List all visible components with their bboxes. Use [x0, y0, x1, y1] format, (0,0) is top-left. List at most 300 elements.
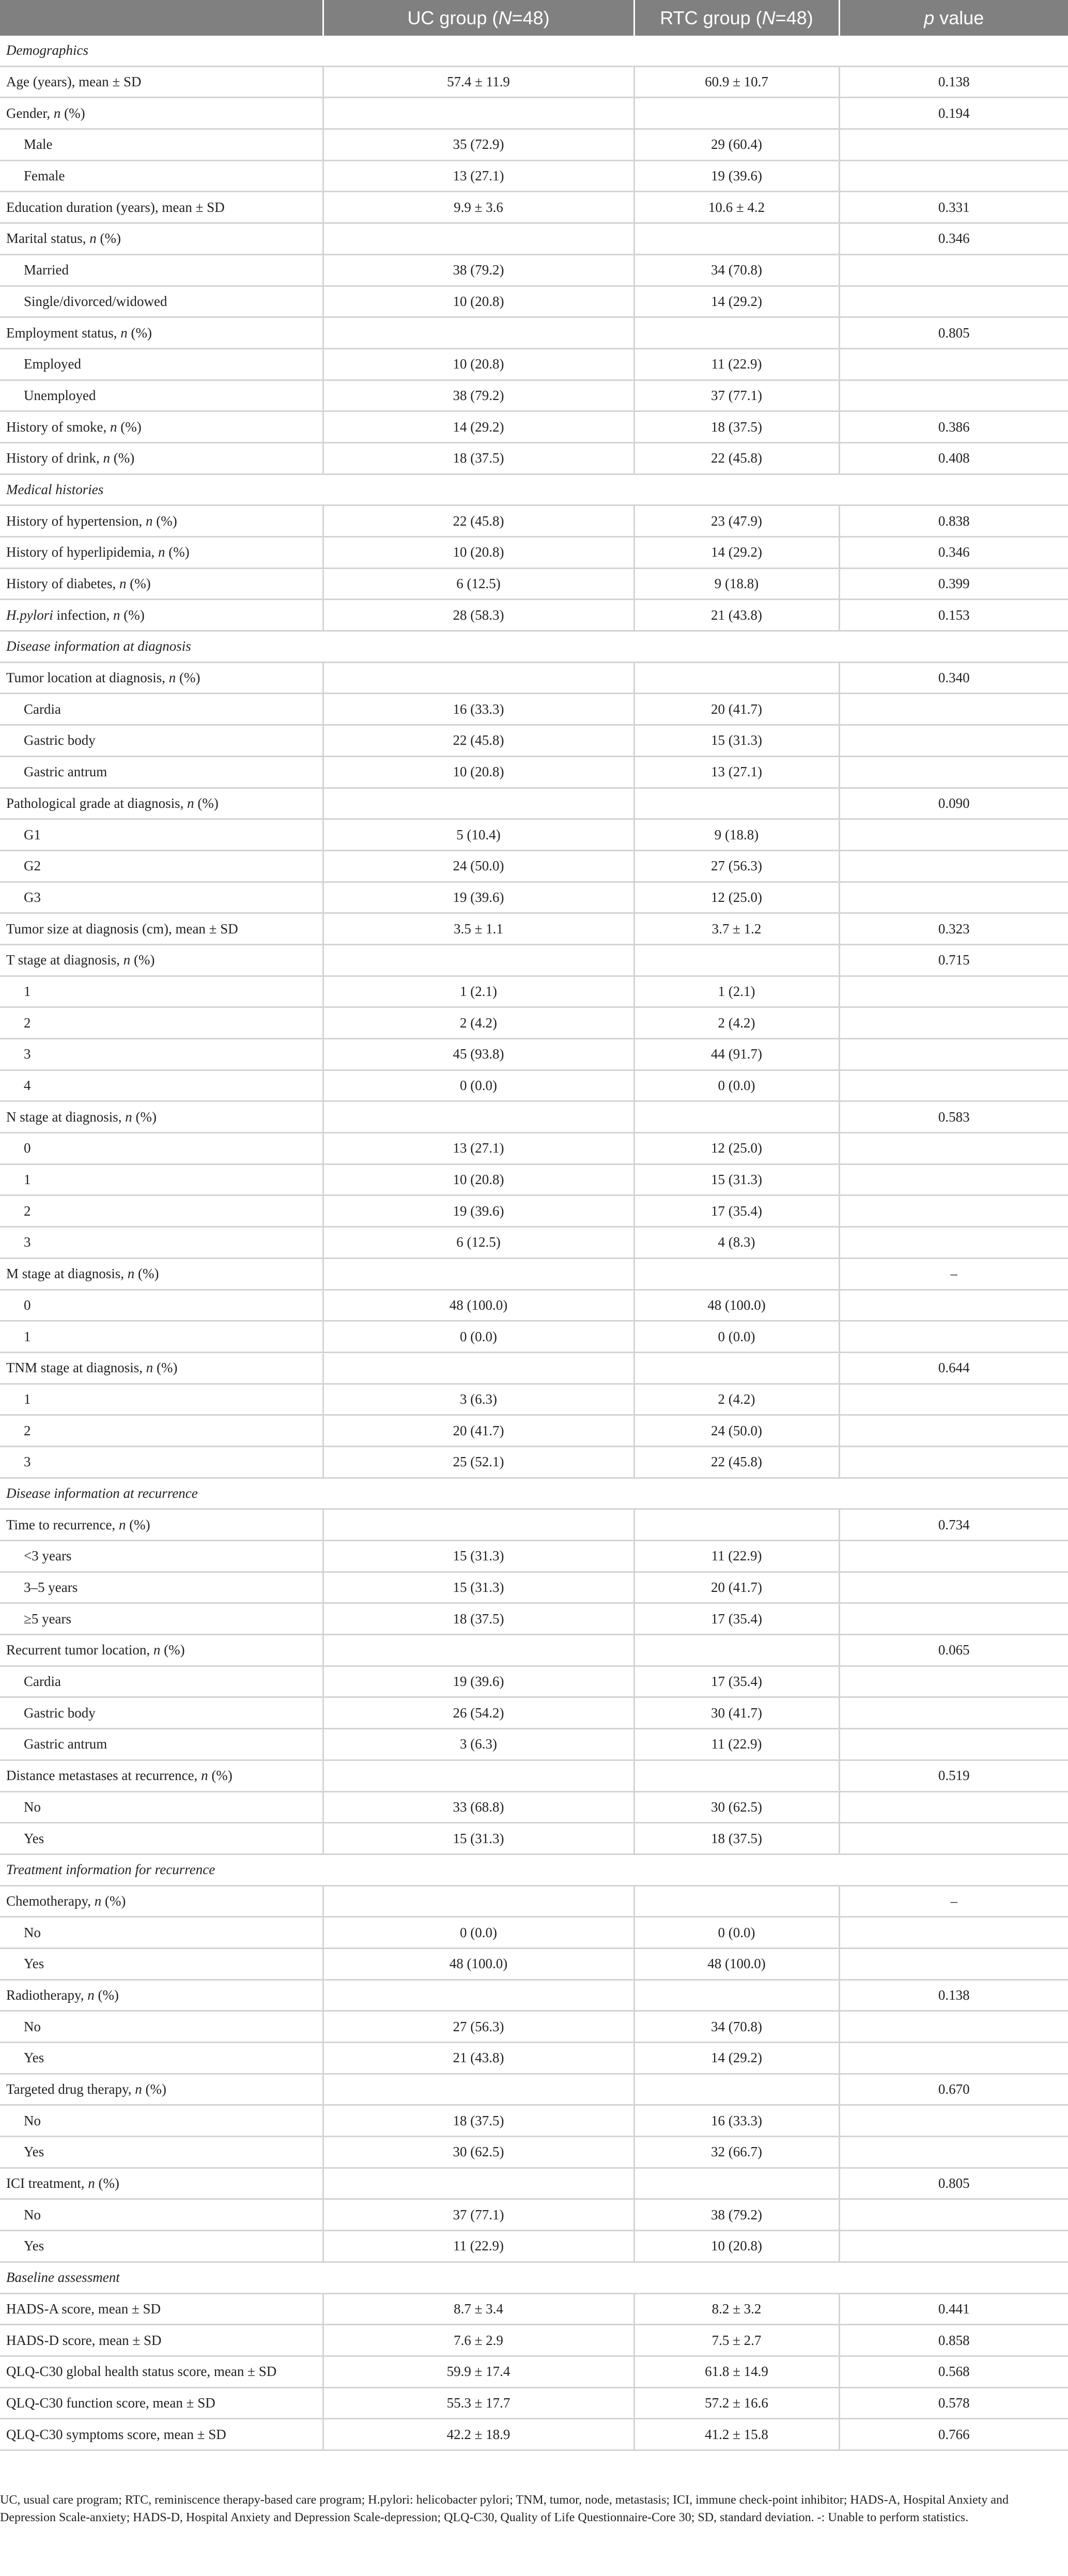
row-label: H.pylori infection, n (%)	[0, 600, 323, 631]
table-subrow	[0, 1791, 1068, 1823]
p-value	[839, 1227, 1068, 1259]
row-label: Gastric antrum	[0, 756, 323, 788]
rtc-value	[634, 1760, 839, 1791]
rtc-value	[634, 1258, 839, 1290]
table-row	[0, 944, 1068, 976]
rtc-value: 2 (4.2)	[634, 1384, 839, 1415]
p-value	[839, 725, 1068, 757]
table-row	[0, 1635, 1068, 1666]
p-value	[839, 2011, 1068, 2043]
rtc-value: 0 (0.0)	[634, 1321, 839, 1353]
rtc-value: 9 (18.8)	[634, 568, 839, 600]
rtc-value: 16 (33.3)	[634, 2105, 839, 2137]
row-label: 2	[0, 1195, 323, 1227]
header-row	[0, 0, 1068, 36]
table-subrow	[0, 1227, 1068, 1259]
p-value	[839, 1603, 1068, 1635]
rtc-value: 15 (31.3)	[634, 1164, 839, 1195]
row-label: Radiotherapy, n (%)	[0, 1980, 323, 2011]
p-value: 0.331	[839, 192, 1068, 223]
row-label: Tumor size at diagnosis (cm), mean ± SD	[0, 913, 323, 945]
p-value	[839, 2043, 1068, 2074]
rtc-value: 9 (18.8)	[634, 819, 839, 851]
section-row	[0, 2262, 1068, 2293]
rtc-value	[634, 788, 839, 819]
p-value: 0.715	[839, 944, 1068, 976]
row-label: 2	[0, 1007, 323, 1039]
row-label: Pathological grade at diagnosis, n (%)	[0, 788, 323, 819]
rtc-value	[634, 2168, 839, 2199]
uc-value: 21 (43.8)	[323, 2043, 634, 2074]
header-uc-n: N	[498, 7, 512, 28]
table-subrow	[0, 725, 1068, 757]
rtc-value: 12 (25.0)	[634, 882, 839, 913]
table-subrow	[0, 1541, 1068, 1572]
p-value	[839, 1823, 1068, 1854]
row-label: 1	[0, 1321, 323, 1353]
rtc-value: 22 (45.8)	[634, 1446, 839, 1478]
rtc-value: 44 (91.7)	[634, 1039, 839, 1070]
p-value	[839, 1541, 1068, 1572]
p-value: 0.065	[839, 1635, 1068, 1666]
p-value: 0.519	[839, 1760, 1068, 1791]
table-row	[0, 317, 1068, 349]
p-value	[839, 1290, 1068, 1321]
p-value	[839, 160, 1068, 192]
row-label: No	[0, 2011, 323, 2043]
rtc-value	[634, 1635, 839, 1666]
table-subrow	[0, 1007, 1068, 1039]
p-value: 0.766	[839, 2419, 1068, 2450]
rtc-value: 14 (29.2)	[634, 2043, 839, 2074]
row-label: 0	[0, 1133, 323, 1164]
p-value	[839, 1384, 1068, 1415]
row-label: Gastric body	[0, 1697, 323, 1729]
uc-value: 15 (31.3)	[323, 1572, 634, 1603]
row-label: N stage at diagnosis, n (%)	[0, 1101, 323, 1133]
table-subrow	[0, 2137, 1068, 2168]
row-label: Distance metastases at recurrence, n (%)	[0, 1760, 323, 1791]
table-row	[0, 1101, 1068, 1133]
section-heading: Medical histories	[0, 474, 1068, 505]
rtc-value	[634, 317, 839, 349]
rtc-value: 18 (37.5)	[634, 411, 839, 443]
row-label: Gender, n (%)	[0, 98, 323, 129]
uc-value: 59.9 ± 17.4	[323, 2356, 634, 2387]
table-subrow	[0, 1195, 1068, 1227]
uc-value: 35 (72.9)	[323, 129, 634, 161]
table-row	[0, 662, 1068, 694]
uc-value	[323, 1101, 634, 1133]
uc-value: 1 (2.1)	[323, 976, 634, 1007]
row-label: ICI treatment, n (%)	[0, 2168, 323, 2199]
row-label: Gastric body	[0, 725, 323, 757]
table-subrow	[0, 2011, 1068, 2043]
uc-value	[323, 1635, 634, 1666]
uc-value: 6 (12.5)	[323, 568, 634, 600]
uc-value	[323, 317, 634, 349]
row-label: M stage at diagnosis, n (%)	[0, 1258, 323, 1290]
header-rtc-n: N	[762, 7, 776, 28]
uc-value: 18 (37.5)	[323, 1603, 634, 1635]
p-value: 0.568	[839, 2356, 1068, 2387]
rtc-value: 37 (77.1)	[634, 380, 839, 411]
table-subrow	[0, 2231, 1068, 2262]
uc-value: 8.7 ± 3.4	[323, 2293, 634, 2325]
row-label: Male	[0, 129, 323, 161]
table-row	[0, 2168, 1068, 2199]
p-value	[839, 2137, 1068, 2168]
p-value	[839, 1070, 1068, 1101]
table-row	[0, 537, 1068, 569]
p-value	[839, 1791, 1068, 1823]
table-subrow	[0, 882, 1068, 913]
rtc-value	[634, 223, 839, 255]
row-label: Married	[0, 254, 323, 286]
uc-value: 3.5 ± 1.1	[323, 913, 634, 945]
rtc-value: 11 (22.9)	[634, 348, 839, 380]
table-subrow	[0, 1321, 1068, 1353]
row-label: QLQ-C30 global health status score, mean ± SD	[0, 2356, 323, 2387]
uc-value	[323, 98, 634, 129]
p-value: 0.386	[839, 411, 1068, 443]
row-label: QLQ-C30 symptoms score, mean ± SD	[0, 2419, 323, 2450]
rtc-value	[634, 944, 839, 976]
rtc-value: 15 (31.3)	[634, 725, 839, 757]
table-subrow	[0, 286, 1068, 317]
uc-value: 18 (37.5)	[323, 442, 634, 474]
p-value: 0.346	[839, 223, 1068, 255]
uc-value: 55.3 ± 17.7	[323, 2387, 634, 2419]
rtc-value: 20 (41.7)	[634, 1572, 839, 1603]
rtc-value: 23 (47.9)	[634, 505, 839, 537]
row-label: QLQ-C30 function score, mean ± SD	[0, 2387, 323, 2419]
p-value	[839, 129, 1068, 161]
uc-value	[323, 1885, 634, 1917]
table-row	[0, 1509, 1068, 1541]
uc-value	[323, 788, 634, 819]
header-p-suffix: value	[934, 7, 984, 28]
p-value: 0.441	[839, 2293, 1068, 2325]
uc-value: 48 (100.0)	[323, 1948, 634, 1980]
table-subrow	[0, 1290, 1068, 1321]
rtc-value: 20 (41.7)	[634, 694, 839, 725]
row-label: Targeted drug therapy, n (%)	[0, 2074, 323, 2105]
uc-value: 25 (52.1)	[323, 1446, 634, 1478]
uc-value	[323, 944, 634, 976]
row-label: Chemotherapy, n (%)	[0, 1885, 323, 1917]
table-row	[0, 600, 1068, 631]
uc-value	[323, 2168, 634, 2199]
row-label: Yes	[0, 1948, 323, 1980]
p-value: 0.805	[839, 2168, 1068, 2199]
uc-value: 10 (20.8)	[323, 1164, 634, 1195]
p-value	[839, 882, 1068, 913]
rtc-value: 2 (4.2)	[634, 1007, 839, 1039]
rtc-value	[634, 1352, 839, 1384]
table-subrow	[0, 1948, 1068, 1980]
uc-value	[323, 662, 634, 694]
table-header	[0, 0, 1068, 36]
rtc-value	[634, 1885, 839, 1917]
p-value: 0.346	[839, 537, 1068, 569]
p-value	[839, 1729, 1068, 1760]
rtc-value: 10.6 ± 4.2	[634, 192, 839, 223]
rtc-value: 30 (41.7)	[634, 1697, 839, 1729]
p-value	[839, 1917, 1068, 1949]
section-heading: Disease information at diagnosis	[0, 631, 1068, 663]
table-subrow	[0, 1039, 1068, 1070]
rtc-value: 30 (62.5)	[634, 1791, 839, 1823]
table-subrow	[0, 1384, 1068, 1415]
table-row	[0, 66, 1068, 98]
table-row	[0, 1258, 1068, 1290]
table-subrow	[0, 1415, 1068, 1447]
row-label: Employed	[0, 348, 323, 380]
uc-value: 19 (39.6)	[323, 1195, 634, 1227]
p-value: 0.838	[839, 505, 1068, 537]
row-label: Employment status, n (%)	[0, 317, 323, 349]
rtc-value: 48 (100.0)	[634, 1290, 839, 1321]
table-subrow	[0, 1572, 1068, 1603]
uc-value: 10 (20.8)	[323, 537, 634, 569]
row-label: 1	[0, 1164, 323, 1195]
header-uc-group	[323, 0, 634, 36]
p-value	[839, 694, 1068, 725]
p-value	[839, 756, 1068, 788]
row-label: Age (years), mean ± SD	[0, 66, 323, 98]
row-label: History of hyperlipidemia, n (%)	[0, 537, 323, 569]
uc-value	[323, 1352, 634, 1384]
rtc-value: 61.8 ± 14.9	[634, 2356, 839, 2387]
row-label: 1	[0, 1384, 323, 1415]
p-value: 0.644	[839, 1352, 1068, 1384]
rtc-value: 38 (79.2)	[634, 2199, 839, 2231]
row-label: 1	[0, 976, 323, 1007]
rtc-value: 14 (29.2)	[634, 286, 839, 317]
p-value: –	[839, 1885, 1068, 1917]
table-row	[0, 411, 1068, 443]
table-row	[0, 505, 1068, 537]
p-value: 0.399	[839, 568, 1068, 600]
row-label: G3	[0, 882, 323, 913]
uc-value: 18 (37.5)	[323, 2105, 634, 2137]
row-label: 3–5 years	[0, 1572, 323, 1603]
table-row	[0, 788, 1068, 819]
rtc-value: 0 (0.0)	[634, 1070, 839, 1101]
row-label: Unemployed	[0, 380, 323, 411]
header-p-letter: p	[924, 7, 935, 28]
p-value	[839, 819, 1068, 851]
table-subrow	[0, 2043, 1068, 2074]
rtc-value: 1 (2.1)	[634, 976, 839, 1007]
p-value	[839, 380, 1068, 411]
table-row	[0, 1885, 1068, 1917]
table-subrow	[0, 1603, 1068, 1635]
uc-value: 5 (10.4)	[323, 819, 634, 851]
p-value: 0.670	[839, 2074, 1068, 2105]
p-value	[839, 286, 1068, 317]
uc-value: 33 (68.8)	[323, 1791, 634, 1823]
uc-value: 45 (93.8)	[323, 1039, 634, 1070]
rtc-value: 0 (0.0)	[634, 1917, 839, 1949]
row-label: No	[0, 2105, 323, 2137]
p-value	[839, 348, 1068, 380]
uc-value: 11 (22.9)	[323, 2231, 634, 2262]
rtc-value	[634, 1980, 839, 2011]
p-value: 0.858	[839, 2325, 1068, 2356]
rtc-value: 17 (35.4)	[634, 1666, 839, 1697]
row-label: Cardia	[0, 694, 323, 725]
table-subrow	[0, 348, 1068, 380]
uc-value: 26 (54.2)	[323, 1697, 634, 1729]
rtc-value	[634, 1509, 839, 1541]
uc-value: 20 (41.7)	[323, 1415, 634, 1447]
uc-value: 37 (77.1)	[323, 2199, 634, 2231]
row-label: G2	[0, 850, 323, 882]
uc-value: 48 (100.0)	[323, 1290, 634, 1321]
p-value: 0.194	[839, 98, 1068, 129]
row-label: Education duration (years), mean ± SD	[0, 192, 323, 223]
rtc-value: 11 (22.9)	[634, 1729, 839, 1760]
row-label: HADS-A score, mean ± SD	[0, 2293, 323, 2325]
p-value	[839, 850, 1068, 882]
table-footnote: UC, usual care program; RTC, reminiscence therapy-based care program; H.pylori: helicobacter pylori; TNM, tumor, node, metastasis; ICI, immune check-point inhibitor; HADS-A, Hospital Anxiety and Depression Scale-anxiety; HADS-D, Hospital Anxiety and Depression Scale-depression; QLQ-C30, Quality of Life Questionnaire-Core 30; SD, standard deviation. -: Unable to perform statistics.	[0, 2493, 1009, 2524]
uc-value	[323, 223, 634, 255]
row-label: Cardia	[0, 1666, 323, 1697]
uc-value: 57.4 ± 11.9	[323, 66, 634, 98]
table-subrow	[0, 254, 1068, 286]
row-label: History of diabetes, n (%)	[0, 568, 323, 600]
table-row	[0, 2074, 1068, 2105]
p-value: 0.408	[839, 442, 1068, 474]
table-subrow	[0, 160, 1068, 192]
rtc-value: 29 (60.4)	[634, 129, 839, 161]
uc-value	[323, 1980, 634, 2011]
uc-value: 10 (20.8)	[323, 348, 634, 380]
table-row	[0, 223, 1068, 255]
table-row	[0, 2387, 1068, 2419]
p-value	[839, 1948, 1068, 1980]
rtc-value	[634, 98, 839, 129]
rtc-value: 17 (35.4)	[634, 1603, 839, 1635]
uc-value: 28 (58.3)	[323, 600, 634, 631]
uc-value: 13 (27.1)	[323, 160, 634, 192]
uc-value: 15 (31.3)	[323, 1823, 634, 1854]
table-subrow	[0, 2105, 1068, 2137]
section-heading: Demographics	[0, 36, 1068, 66]
p-value: 0.583	[839, 1101, 1068, 1133]
uc-value: 10 (20.8)	[323, 286, 634, 317]
rtc-value: 14 (29.2)	[634, 537, 839, 569]
uc-value: 3 (6.3)	[323, 1729, 634, 1760]
row-label: Time to recurrence, n (%)	[0, 1509, 323, 1541]
row-label: TNM stage at diagnosis, n (%)	[0, 1352, 323, 1384]
p-value	[839, 1415, 1068, 1447]
rtc-value: 57.2 ± 16.6	[634, 2387, 839, 2419]
p-value: 0.090	[839, 788, 1068, 819]
table-subrow	[0, 976, 1068, 1007]
rtc-value: 12 (25.0)	[634, 1133, 839, 1164]
row-label: Yes	[0, 1823, 323, 1854]
table-subrow	[0, 2199, 1068, 2231]
table-subrow	[0, 1666, 1068, 1697]
row-label: 3	[0, 1039, 323, 1070]
p-value	[839, 976, 1068, 1007]
uc-value: 10 (20.8)	[323, 756, 634, 788]
uc-value	[323, 1258, 634, 1290]
uc-value: 0 (0.0)	[323, 1321, 634, 1353]
row-label: HADS-D score, mean ± SD	[0, 2325, 323, 2356]
uc-value: 22 (45.8)	[323, 505, 634, 537]
table-subrow	[0, 1697, 1068, 1729]
table-subrow	[0, 1729, 1068, 1760]
rtc-value: 19 (39.6)	[634, 160, 839, 192]
table-body	[0, 36, 1068, 2450]
p-value: –	[839, 1258, 1068, 1290]
row-label: 4	[0, 1070, 323, 1101]
table-row	[0, 568, 1068, 600]
table-row	[0, 1760, 1068, 1791]
uc-value: 7.6 ± 2.9	[323, 2325, 634, 2356]
row-label: T stage at diagnosis, n (%)	[0, 944, 323, 976]
row-label: Yes	[0, 2137, 323, 2168]
row-label: ≥5 years	[0, 1603, 323, 1635]
row-label: 2	[0, 1415, 323, 1447]
table-row	[0, 2356, 1068, 2387]
header-uc-suffix: =48)	[512, 7, 550, 28]
uc-value: 0 (0.0)	[323, 1070, 634, 1101]
uc-value: 14 (29.2)	[323, 411, 634, 443]
row-label: <3 years	[0, 1541, 323, 1572]
section-heading: Treatment information for recurrence	[0, 1854, 1068, 1885]
uc-value: 9.9 ± 3.6	[323, 192, 634, 223]
row-label: Yes	[0, 2043, 323, 2074]
rtc-value: 21 (43.8)	[634, 600, 839, 631]
table-subrow	[0, 1446, 1068, 1478]
row-label: 0	[0, 1290, 323, 1321]
table-row	[0, 913, 1068, 945]
row-label: Marital status, n (%)	[0, 223, 323, 255]
rtc-value: 60.9 ± 10.7	[634, 66, 839, 98]
uc-value: 13 (27.1)	[323, 1133, 634, 1164]
row-label: Female	[0, 160, 323, 192]
p-value	[839, 1007, 1068, 1039]
p-value	[839, 1164, 1068, 1195]
p-value: 0.805	[839, 317, 1068, 349]
row-label: Single/divorced/widowed	[0, 286, 323, 317]
section-row	[0, 1478, 1068, 1509]
p-value	[839, 1133, 1068, 1164]
p-value: 0.138	[839, 66, 1068, 98]
uc-value	[323, 2074, 634, 2105]
table-subrow	[0, 1133, 1068, 1164]
rtc-value: 11 (22.9)	[634, 1541, 839, 1572]
uc-value: 19 (39.6)	[323, 882, 634, 913]
p-value: 0.340	[839, 662, 1068, 694]
rtc-value: 4 (8.3)	[634, 1227, 839, 1259]
row-label: History of hypertension, n (%)	[0, 505, 323, 537]
rtc-value: 48 (100.0)	[634, 1948, 839, 1980]
p-value	[839, 1697, 1068, 1729]
uc-value: 0 (0.0)	[323, 1917, 634, 1949]
row-label: No	[0, 1917, 323, 1949]
row-label: Gastric antrum	[0, 1729, 323, 1760]
uc-value: 15 (31.3)	[323, 1541, 634, 1572]
table-subrow	[0, 1070, 1068, 1101]
row-label: 3	[0, 1227, 323, 1259]
rtc-value: 13 (27.1)	[634, 756, 839, 788]
